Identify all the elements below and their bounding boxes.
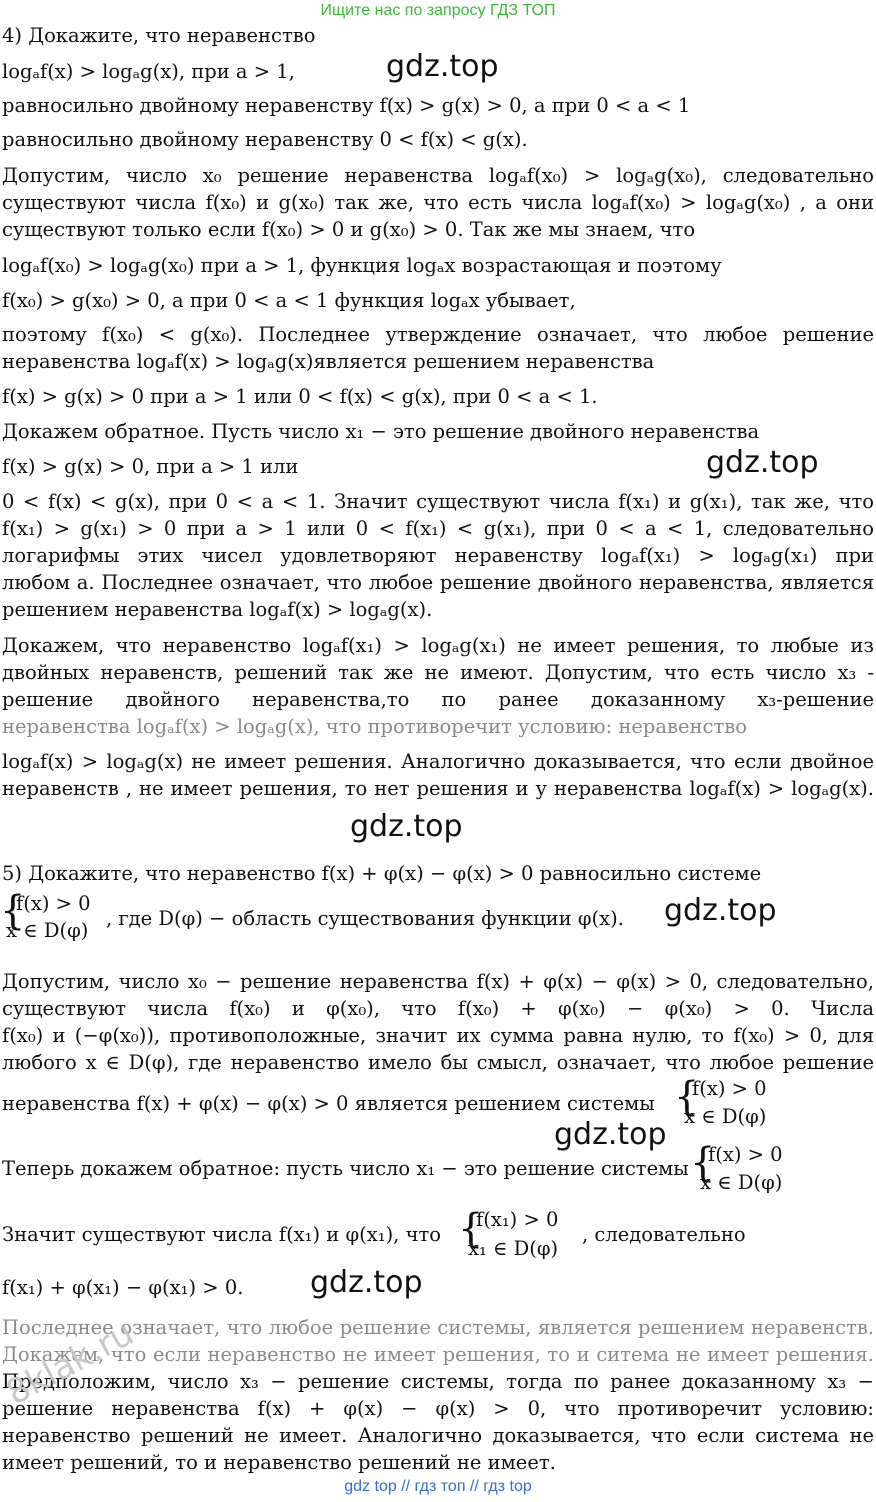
watermark: gdz.top <box>386 49 499 84</box>
text-line: неравенств , не имеет решения, то нет решения и у неравенства logₐf(x) > logₐg(x). <box>2 777 874 800</box>
text-line: любом a. Последнее означает, что любое решение двойного неравенства, является <box>2 571 874 594</box>
text-line: Допустим, число x₀ − решение неравенства f(x) + φ(x) − φ(x) > 0, следовательно, <box>2 970 874 993</box>
watermark: gdz.top <box>350 809 463 844</box>
system-row: f(x₁) > 0 <box>476 1208 559 1231</box>
text-line: Допустим, число x₀ решение неравенства logₐf(x₀) > logₐg(x₀), следовательно <box>2 164 874 187</box>
text-line: равносильно двойному неравенству 0 < f(x) < g(x). <box>2 128 528 151</box>
text-line: 4) Докажите, что неравенство <box>2 24 316 47</box>
text-line: Докажем, что если неравенство не имеет решения, то и ситема не имеет решения. <box>2 1343 874 1366</box>
text-line: 0 < f(x) < g(x), при 0 < a < 1. Значит существуют числа f(x₁) и g(x₁), так же, что <box>2 490 874 513</box>
watermark: gdz.top <box>310 1265 423 1300</box>
text-line: f(x₀) и (−φ(x₀)), противоположные, значит их сумма равна нулю, то f(x₀) > 0, для <box>2 1024 874 1047</box>
text-line: , где D(φ) − область существования функции φ(x). <box>106 907 624 930</box>
text-line: logₐf(x) > logₐg(x) не имеет решения. Аналогично доказывается, что если двойное <box>2 750 874 773</box>
text-line: неравенство решений не имеет. Аналогично доказывается, что если система не <box>2 1424 874 1447</box>
text-line: f(x₁) > g(x₁) > 0 при a > 1 или 0 < f(x₁) < g(x₁), при 0 < a < 1, следовательно <box>2 517 874 540</box>
text-line: f(x₁) + φ(x₁) − φ(x₁) > 0. <box>2 1276 244 1299</box>
watermark: gdz.top <box>664 893 777 928</box>
text-line: Последнее означает, что любое решение системы, является решением неравенств. <box>2 1316 874 1339</box>
system-brace: { <box>690 1140 716 1186</box>
text-line: Теперь докажем обратное: пусть число x₁ − это решение системы <box>2 1157 689 1180</box>
system-brace: { <box>674 1074 700 1120</box>
text-line: любого x ∈ D(φ), где неравенство имело бы смысл, означает, что любое решение <box>2 1051 874 1074</box>
system-row: x₁ ∈ D(φ) <box>468 1237 559 1260</box>
system-row: x ∈ D(φ) <box>684 1105 767 1128</box>
text-line: поэтому f(x₀) < g(x₀). Последнее утверждение означает, что любое решение <box>2 323 874 346</box>
system-row: x ∈ D(φ) <box>6 919 89 942</box>
footer-links[interactable]: gdz top // гдз топ // гдз top <box>344 1478 532 1495</box>
text-line: f(x) > g(x) > 0 при a > 1 или 0 < f(x) < g(x), при 0 < a < 1. <box>2 385 598 408</box>
text-line: Значит существуют числа f(x₁) и φ(x₁), что <box>2 1223 441 1246</box>
text-line: имеет решений, то и неравенство решений не имеет. <box>2 1451 556 1474</box>
text-line: равносильно двойному неравенству f(x) > g(x) > 0, а при 0 < a < 1 <box>2 94 691 117</box>
text-line: существуют числа f(x₀) и φ(x₀), что f(x₀) + φ(x₀) − φ(x₀) > 0. Числа <box>2 997 874 1020</box>
site-banner: Ищите нас по запросу ГДЗ ТОП <box>320 2 556 19</box>
text-line: решение неравенства f(x) + φ(x) − φ(x) > 0, что противоречит условию: <box>2 1397 874 1420</box>
system-row: f(x) > 0 <box>692 1077 767 1100</box>
text-line: существуют только если f(x₀) > 0 и g(x₀) > 0. Так же мы знаем, что <box>2 218 696 241</box>
text-line: двойных неравенств, решений так же не имеют. Допустим, что есть число x₃ - <box>2 661 874 684</box>
text-line: f(x₀) > g(x₀) > 0, а при 0 < a < 1 функция logₐx убывает, <box>2 289 576 312</box>
watermark: gdz.top <box>554 1117 667 1152</box>
text-line: 5) Докажите, что неравенство f(x) + φ(x) − φ(x) > 0 равносильно системе <box>2 862 762 885</box>
system-brace: { <box>458 1206 484 1252</box>
text-line: неравенства logₐf(x) > logₐg(x), что противоречит условию: неравенство <box>2 715 747 738</box>
text-line: неравенства logₐf(x) > logₐg(x)является решением неравенства <box>2 350 655 373</box>
system-row: f(x) > 0 <box>708 1143 783 1166</box>
text-line: Докажем, что неравенство logₐf(x₁) > logₐg(x₁) не имеет решения, то любые из <box>2 634 874 657</box>
text-line: существуют числа f(x₀) и g(x₀) так же, что есть числа logₐf(x₀) > logₐg(x₀) , а они <box>2 191 874 214</box>
text-line: logₐf(x₀) > logₐg(x₀) при a > 1, функция logₐx возрастающая и поэтому <box>2 254 722 277</box>
system-brace: { <box>0 888 26 934</box>
system-row: x ∈ D(φ) <box>700 1171 783 1194</box>
text-line: неравенства f(x) + φ(x) − φ(x) > 0 является решением системы <box>2 1092 655 1115</box>
text-line: решение двойного неравенства,то по ранее доказанному x₃-решение <box>2 688 874 711</box>
watermark: gdz.top <box>706 445 819 480</box>
corner-watermark: 8klak.ru <box>0 1313 141 1414</box>
system-row: f(x) > 0 <box>16 892 91 915</box>
text-line: logₐf(x) > logₐg(x), при a > 1, <box>2 60 295 83</box>
text-line: логарифмы этих чисел удовлетворяют неравенству logₐf(x₁) > logₐg(x₁) при <box>2 544 874 567</box>
text-line: f(x) > g(x) > 0, при a > 1 или <box>2 455 299 478</box>
text-line: решением неравенства logₐf(x) > logₐg(x). <box>2 598 433 621</box>
text-line: , следовательно <box>582 1223 746 1246</box>
text-line: Предположим, число x₃ − решение системы, тогда по ранее доказанному x₃ − <box>2 1370 874 1393</box>
text-line: Докажем обратное. Пусть число x₁ − это решение двойного неравенства <box>2 420 760 443</box>
